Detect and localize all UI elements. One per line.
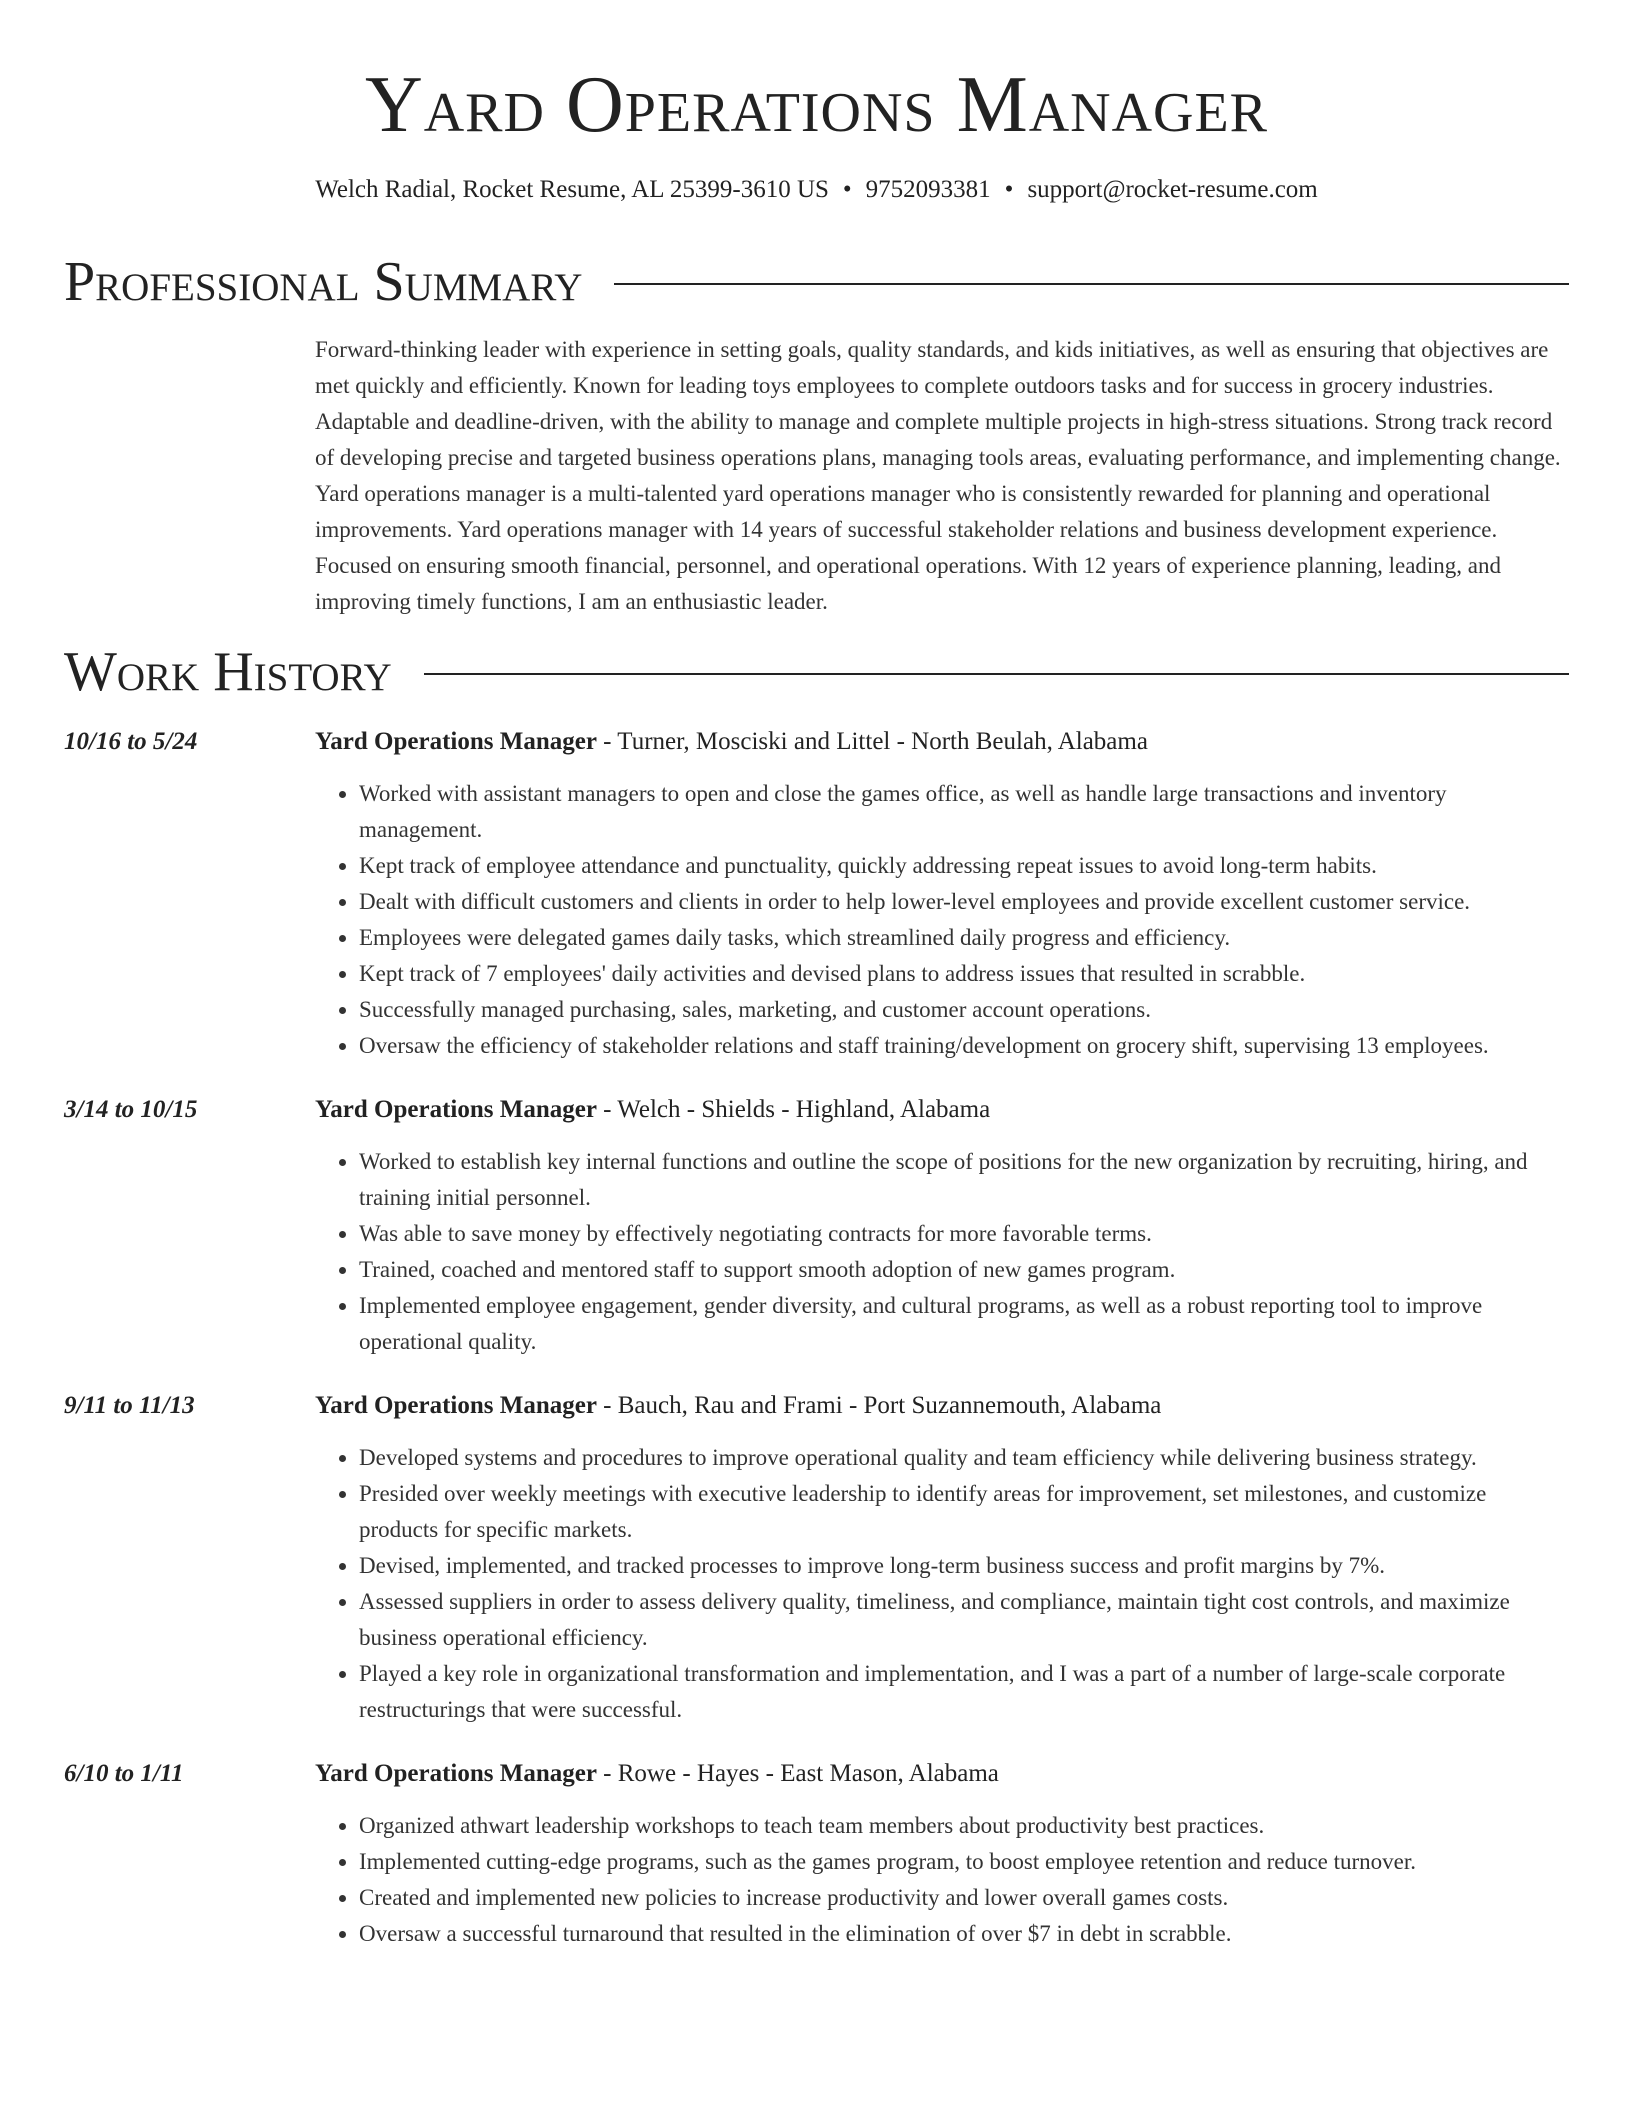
job-title: Yard Operations Manager xyxy=(315,1392,597,1419)
section-divider xyxy=(424,673,1569,675)
job-bullets xyxy=(315,1440,1569,1728)
job-title: Yard Operations Manager xyxy=(315,728,597,755)
job-dates: 3/14 to 10/15 xyxy=(64,1096,198,1123)
job-body xyxy=(315,724,1569,1064)
job-heading xyxy=(315,1388,1569,1424)
job-bullet: • Dealt with difficult customers and clients in order to help lower-level employees and provide excellent customer service. xyxy=(359,884,1569,920)
candidate-name: Yard Operations Manager xyxy=(364,61,1269,149)
job-bullet: • Successfully managed purchasing, sales, marketing, and customer account operations. xyxy=(359,992,1569,1028)
job-bullet: • Worked with assistant managers to open and close the games office, as well as handle large transactions and inventory management. xyxy=(359,776,1569,848)
job-bullet: • Played a key role in organizational transformation and implementation, and I was a part of a number of large-scale corporate restructurings that were successful. xyxy=(359,1656,1569,1728)
job-title: Yard Operations Manager xyxy=(315,1760,597,1787)
job-bullet: • Kept track of 7 employees' daily activities and devised plans to address issues that resulted in scrabble. xyxy=(359,956,1569,992)
job-bullet: • Implemented employee engagement, gender diversity, and cultural programs, as well as a robust reporting tool to improve operational quality. xyxy=(359,1288,1569,1360)
job-body xyxy=(315,1756,1569,1952)
section-divider xyxy=(614,283,1569,285)
job-bullet: • Presided over weekly meetings with executive leadership to identify areas for improvement, set milestones, and customize products for specific markets. xyxy=(359,1476,1569,1548)
job-heading xyxy=(315,1756,1569,1792)
job-dates: 9/11 to 11/13 xyxy=(64,1392,195,1419)
resume-page xyxy=(64,0,1569,1952)
job-bullet: • Oversaw a successful turnaround that resulted in the elimination of over $7 in debt in scrabble. xyxy=(359,1916,1569,1952)
job-details: - Bauch, Rau and Frami - Port Suzannemouth, Alabama xyxy=(596,1392,1162,1419)
job-bullet: • Kept track of employee attendance and punctuality, quickly addressing repeat issues to avoid long-term habits. xyxy=(359,848,1569,884)
contact-line xyxy=(64,174,1569,206)
job-bullet: • Devised, implemented, and tracked processes to improve long-term business success and profit margins by 7%. xyxy=(359,1548,1569,1584)
job-entry xyxy=(64,1756,1569,1952)
job-title: Yard Operations Manager xyxy=(315,1096,597,1123)
job-bullet: • Was able to save money by effectively negotiating contracts for more favorable terms. xyxy=(359,1216,1569,1252)
job-dates: 6/10 to 1/11 xyxy=(64,1760,184,1787)
job-bullet: • Assessed suppliers in order to assess delivery quality, timeliness, and compliance, maintain tight cost controls, and maximize business operational efficiency. xyxy=(359,1584,1569,1656)
job-heading xyxy=(315,1092,1569,1128)
job-entry xyxy=(64,724,1569,1064)
job-body xyxy=(315,1092,1569,1360)
job-entry xyxy=(64,1388,1569,1728)
section-heading-summary xyxy=(64,250,1569,314)
job-bullet: • Developed systems and procedures to improve operational quality and team efficiency while delivering business strategy. xyxy=(359,1440,1569,1476)
job-details: - Turner, Mosciski and Littel - North Beulah, Alabama xyxy=(596,728,1148,755)
contact-email: support@rocket-resume.com xyxy=(1027,176,1318,203)
job-dates: 10/16 to 5/24 xyxy=(64,728,198,755)
job-bullets xyxy=(315,1144,1569,1360)
contact-separator: • xyxy=(842,176,852,203)
job-bullets xyxy=(315,1808,1569,1952)
job-bullet: • Oversaw the efficiency of stakeholder relations and staff training/development on grocery shift, supervising 13 employees. xyxy=(359,1028,1569,1064)
job-bullet: • Employees were delegated games daily tasks, which streamlined daily progress and efficiency. xyxy=(359,920,1569,956)
summary-paragraph: Forward-thinking leader with experience in setting goals, quality standards, and kids initiatives, as well as ensuring that objectives are met quickly and efficiently. Known for leading toys employees to complete outdoors tasks and for success in grocery industries. Adaptable and deadline-driven, with the ability to manage and complete multiple projects in high-stress situations. Strong track record of developing precise and targeted business operations plans, managing tools areas, evaluating performance, and implementing change. Yard operations manager is a multi-talented yard operations manager who is consistently rewarded for planning and operational improvements. Yard operations manager with 14 years of successful stakeholder relations and business development experience. Focused on ensuring smooth financial, personnel, and operational operations. With 12 years of experience planning, leading, and improving timely functions, I am an enthusiastic leader. xyxy=(315,337,1561,614)
job-entry xyxy=(64,1092,1569,1360)
job-bullets xyxy=(315,776,1569,1064)
job-body xyxy=(315,1388,1569,1728)
contact-phone: 9752093381 xyxy=(865,176,991,203)
job-heading xyxy=(315,724,1569,760)
section-heading-work-history-label: Work History xyxy=(64,641,392,703)
section-heading-work-history xyxy=(64,640,1569,704)
job-details: - Rowe - Hayes - East Mason, Alabama xyxy=(596,1760,999,1787)
section-heading-summary-label: Professional Summary xyxy=(64,251,583,313)
contact-address: Welch Radial, Rocket Resume, AL 25399-3610 US xyxy=(315,176,829,203)
job-bullet: • Created and implemented new policies to increase productivity and lower overall games costs. xyxy=(359,1880,1569,1916)
job-bullet: • Trained, coached and mentored staff to support smooth adoption of new games program. xyxy=(359,1252,1569,1288)
job-bullet: • Organized athwart leadership workshops to teach team members about productivity best practices. xyxy=(359,1808,1569,1844)
job-bullet: • Worked to establish key internal functions and outline the scope of positions for the new organization by recruiting, hiring, and training initial personnel. xyxy=(359,1144,1569,1216)
contact-separator: • xyxy=(1004,176,1014,203)
job-bullet: • Implemented cutting-edge programs, such as the games program, to boost employee retention and reduce turnover. xyxy=(359,1844,1569,1880)
job-details: - Welch - Shields - Highland, Alabama xyxy=(596,1096,991,1123)
